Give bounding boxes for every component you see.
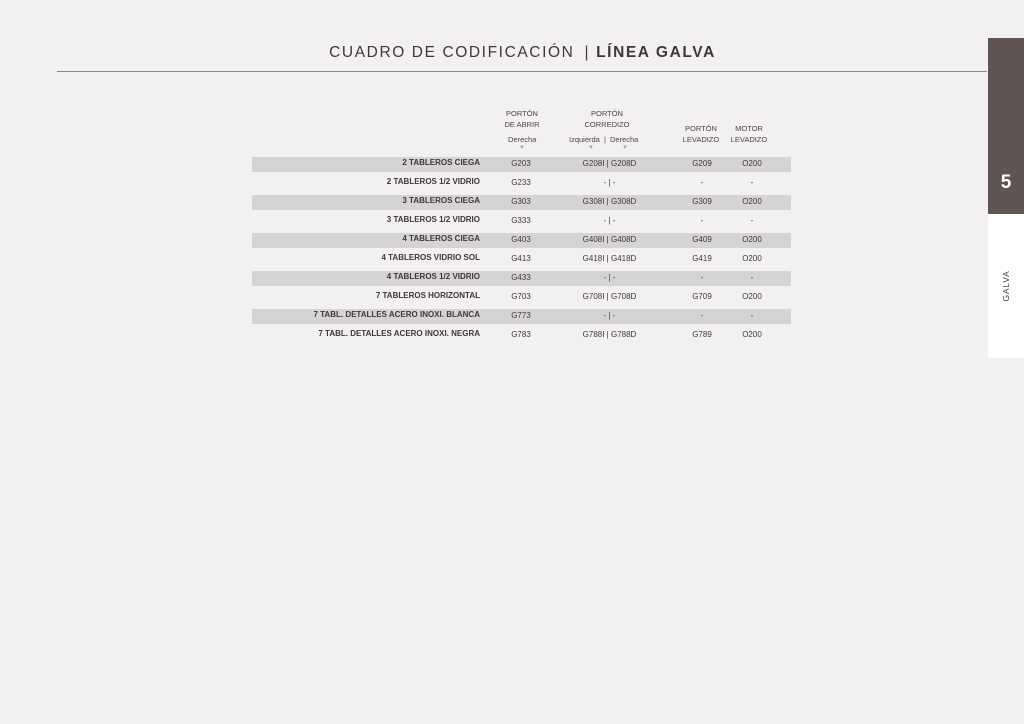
header-porton-corredizo-line2: CORREDIZO [584,120,630,129]
table-row [252,176,791,191]
header-porton-abrir-sub: Derecha [508,135,537,144]
row-abrir-code: G303 [511,196,531,206]
table-row [252,309,791,324]
row-model: 7 TABL. DETALLES ACERO INOXI. NEGRA [318,329,480,338]
header-porton-abrir [497,108,547,130]
row-motor-code: - [750,310,754,320]
row-model: 2 TABLEROS CIEGA [402,158,480,167]
row-abrir-code: G433 [511,272,531,282]
row-levadizo-code: - [700,310,704,320]
row-levadizo-code: - [700,272,704,282]
table-row [252,195,791,210]
header-porton-levadizo-line1: PORTÓN [685,124,717,133]
row-motor-code: - [750,177,754,187]
row-model: 7 TABLEROS HORIZONTAL [375,291,480,300]
header-motor-levadizo-line2: LEVADIZO [730,135,768,144]
row-abrir-code: G773 [511,310,531,320]
row-motor-code: O200 [742,329,762,339]
header-porton-abrir-line1: PORTÓN [506,109,538,118]
header-porton-levadizo-line2: LEVADIZO [682,135,720,144]
row-corredizo-code: G208I | G208D [582,158,637,168]
table-row [252,328,791,343]
row-abrir-code: G333 [511,215,531,225]
row-corredizo-code: - | - [603,310,616,320]
row-model: 4 TABLEROS CIEGA [402,234,480,243]
row-levadizo-code: G709 [692,291,712,301]
header-porton-corredizo-sub [569,135,638,144]
row-corredizo-code: - | - [603,177,616,187]
row-motor-code: - [750,215,754,225]
header-motor-levadizo [724,123,774,145]
sub-separator: | [603,135,606,144]
row-model: 4 TABLEROS VIDRIO SOL [381,253,480,262]
row-abrir-code: G203 [511,158,531,168]
chapter-label-tab [988,214,1024,358]
table-row [252,233,791,248]
sub-derecha: Derecha [610,135,639,144]
row-motor-code: - [750,272,754,282]
header-porton-corredizo [572,108,642,130]
row-motor-code: O200 [742,234,762,244]
row-motor-code: O200 [742,291,762,301]
row-levadizo-code: G309 [692,196,712,206]
chapter-label: GALVA [1001,270,1011,302]
row-levadizo-code: G789 [692,329,712,339]
header-porton-abrir-line2: DE ABRIR [504,120,540,129]
header-rule [57,71,987,72]
row-model: 3 TABLEROS CIEGA [402,196,480,205]
row-motor-code: O200 [742,253,762,263]
row-model: 7 TABL. DETALLES ACERO INOXI. BLANCA [313,310,480,319]
sub-izquierda: Izquierda [569,135,600,144]
table-row [252,214,791,229]
row-model: 3 TABLEROS 1/2 VIDRIO [386,215,480,224]
row-abrir-code: G783 [511,329,531,339]
row-corredizo-code: G788I | G788D [582,329,637,339]
row-corredizo-code: G308I | G308D [582,196,637,206]
row-corredizo-code: - | - [603,215,616,225]
row-abrir-code: G413 [511,253,531,263]
table-row [252,157,791,172]
row-corredizo-code: - | - [603,272,616,282]
table-row [252,252,791,267]
row-motor-code: O200 [742,158,762,168]
page-title [0,44,1024,62]
table-row [252,271,791,286]
row-levadizo-code: G409 [692,234,712,244]
row-levadizo-code: - [700,215,704,225]
header-motor-levadizo-line1: MOTOR [735,124,763,133]
row-abrir-code: G703 [511,291,531,301]
row-levadizo-code: G419 [692,253,712,263]
header-porton-levadizo [676,123,726,145]
chapter-number: 5 [1000,172,1012,193]
page-title-separator: | [584,44,591,61]
row-abrir-code: G233 [511,177,531,187]
row-levadizo-code: G209 [692,158,712,168]
row-abrir-code: G403 [511,234,531,244]
page-title-main: CUADRO DE CODIFICACIÓN [329,44,575,61]
arrow-down-icon: ▼ [588,145,594,151]
row-corredizo-code: G408I | G408D [582,234,637,244]
page-title-line: LÍNEA GALVA [596,44,716,61]
row-model: 4 TABLEROS 1/2 VIDRIO [386,272,480,281]
arrow-down-icon: ▼ [519,145,525,151]
header-porton-corredizo-line1: PORTÓN [591,109,623,118]
row-levadizo-code: - [700,177,704,187]
arrow-down-icon: ▼ [622,145,628,151]
row-motor-code: O200 [742,196,762,206]
row-corredizo-code: G418I | G418D [582,253,637,263]
row-corredizo-code: G708I | G708D [582,291,637,301]
chapter-tab [988,38,1024,214]
table-row [252,290,791,305]
row-model: 2 TABLEROS 1/2 VIDRIO [386,177,480,186]
